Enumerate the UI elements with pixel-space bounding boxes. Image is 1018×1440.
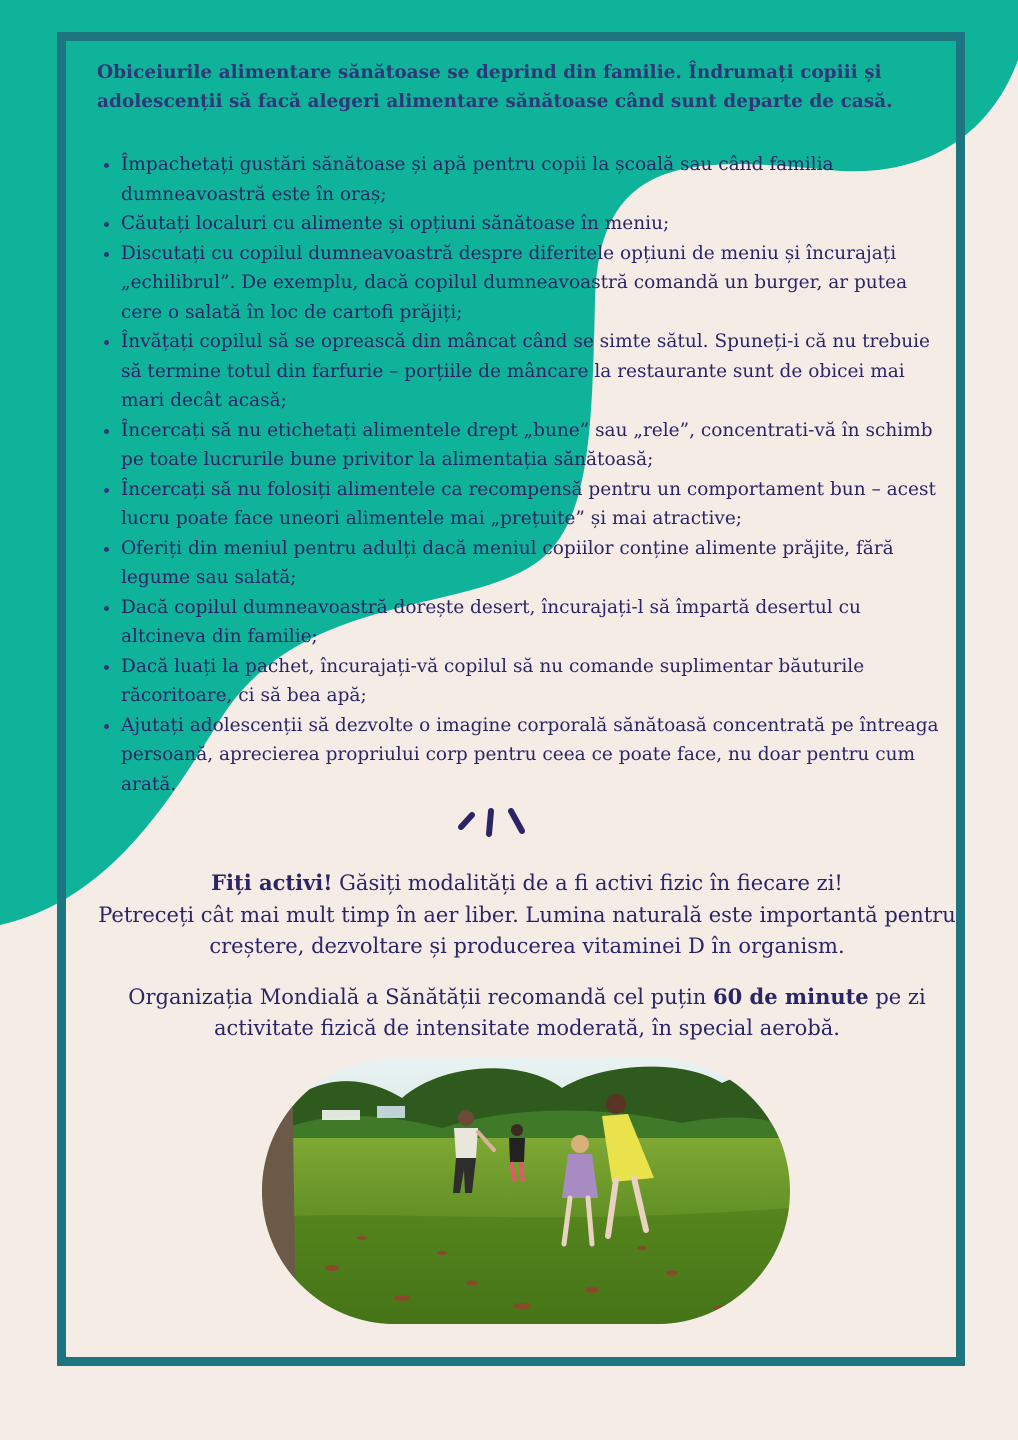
tip-item: • Dacă copilul dumneavoastră dorește desert, încurajați-l să împartă desertul cu altcineva din familie; [121, 593, 951, 652]
tip-item: • Căutați localuri cu alimente și opțiuni sănătoase în meniu; [121, 209, 951, 239]
tips-list [97, 150, 951, 799]
who-highlight: 60 de minute [712, 983, 869, 1009]
activity-section [97, 867, 957, 1045]
who-text-before: Organizația Mondială a Sănătății recomandă cel puțin [128, 984, 713, 1009]
tip-item: • Ajutați adolescenții să dezvolte o imagine corporală sănătoasă concentrată pe întreaga persoană, aprecierea propriului corp pentru ceea ce poate face, nu doar pentru cum arată. [121, 711, 951, 800]
activity-line1: Găsiți modalități de a fi activi fizic în fiecare zi! [332, 871, 843, 895]
activity-heading: Fiți activi! [211, 870, 333, 895]
tip-item: • Împachetați gustări sănătoase și apă pentru copii la școală sau când familia dumneavoastră este în oraș; [121, 150, 951, 209]
who-text-after: pe zi activitate fizică de intensitate moderată, în special aerobă. [214, 984, 926, 1040]
tip-item: • Oferiți din meniul pentru adulți dacă meniul copiilor conține alimente prăjite, fără legume sau salată; [121, 534, 951, 593]
tip-item: • Încercați să nu etichetați alimentele drept „bune” sau „rele”, concentrati-vă în schimb pe toate lucrurile bune privitor la alimentația sănătoasă; [121, 416, 951, 475]
tip-item: • Dacă luați la pachet, încurajați-vă copilul să nu comande suplimentar băuturile răcoritoare, ci să bea apă; [121, 652, 951, 711]
activity-line2: Petreceți cât mai mult timp în aer liber. Lumina naturală este importantă pentru creștere, dezvoltare și producerea vitaminei D în organism. [98, 902, 956, 958]
tip-item: • Învățați copilul să se oprească din mâncat când se simte sătul. Spuneți-i că nu trebuie să termine totul din farfurie – porțiile de mâncare la restaurante sunt de obicei mai mari decât acasă; [121, 327, 951, 416]
intro-heading: Obiceiurile alimentare sănătoase se deprind din familie. Îndrumați copiii și adolescenții să facă alegeri alimentare sănătoase când sunt departe de casă. [97, 62, 893, 112]
tip-item: • Încercați să nu folosiți alimentele ca recompensă pentru un comportament bun – acest lucru poate face uneori alimentele mai „prețuite” și mai atractive; [121, 475, 951, 534]
three-strokes-icon [456, 805, 532, 839]
tip-item: • Discutați cu copilul dumneavoastră despre diferitele opțiuni de meniu și încurajați „echilibrul”. De exemplu, dacă copilul dumneavoastră comandă un burger, ar putea cere o salată în loc de cartofi prăjiți; [121, 239, 951, 328]
family-playing-in-park-photo [262, 1058, 790, 1324]
